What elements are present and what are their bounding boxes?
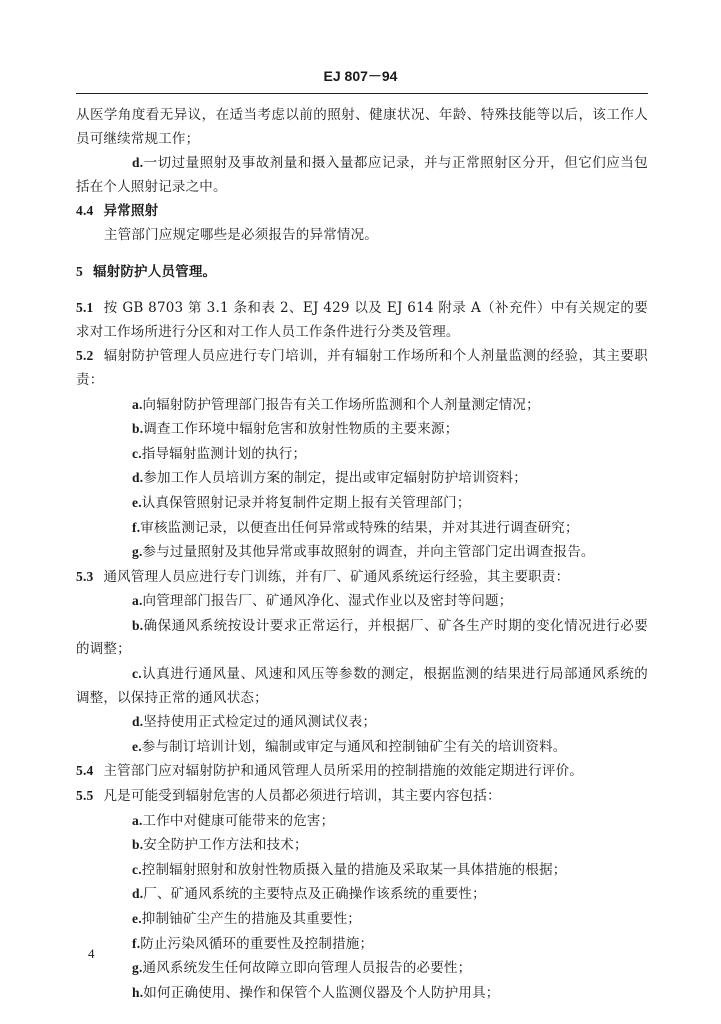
list-item <box>76 491 648 516</box>
item-label: d. <box>132 470 144 486</box>
item-label: d. <box>132 886 144 902</box>
item-text: 参加工作人员培训方案的制定，提出或审定辐射防护培训资料； <box>143 470 527 487</box>
section-number: 5.1 <box>76 300 94 316</box>
section-text: 主管部门应对辐射防护和通风管理人员所采用的控制措施的效能定期进行评价。 <box>103 763 583 780</box>
item-text: 向辐射防护管理部门报告有关工作场所监测和个人剂量测定情况； <box>142 396 540 413</box>
item-text: 坚持使用正式检定过的通风测试仪表； <box>143 714 377 731</box>
item-label: b. <box>132 617 144 633</box>
section-5-5-list <box>76 809 648 1006</box>
item-label: d. <box>132 155 144 171</box>
item-label: e. <box>132 911 142 926</box>
section-5-2-paragraph <box>76 344 648 392</box>
list-item <box>76 540 648 565</box>
item-text: 确保通风系统按设计要求正常运行，并根据厂、矿各生产时期的变化情况进行必要的调整； <box>76 617 648 658</box>
item-label: f. <box>132 935 141 951</box>
list-item <box>76 466 648 491</box>
section-5-5-paragraph <box>76 784 648 809</box>
list-item <box>76 735 648 760</box>
item-label: d. <box>132 714 144 730</box>
item-text: 如何正确使用、操作和保管个人监测仪器及个人防护用具； <box>143 984 500 1001</box>
item-text: 一切过量照射及事故剂量和摄入量都应记录，并与正常照射区分开，但它们应当包括在个人照射记录之中。 <box>76 155 648 195</box>
list-item <box>76 516 648 541</box>
item-label: a. <box>132 396 143 412</box>
item-label: a. <box>132 812 143 828</box>
section-4-4-heading <box>76 199 648 224</box>
item-text: 指导辐射监测计划的执行； <box>141 445 307 462</box>
item-text: 向管理部门报告厂、矿通风净化、湿式作业以及密封等问题； <box>142 593 513 610</box>
item-label: e. <box>132 738 142 754</box>
item-text: 认真保管照射记录并将复制件定期上报有关管理部门； <box>141 494 471 511</box>
section-5-3-paragraph <box>76 565 648 590</box>
item-text: 审核监测记录，以便查出任何异常或特殊的结果，并对其进行调查研究； <box>140 519 579 536</box>
item-label: b. <box>132 837 144 853</box>
list-item <box>76 442 648 467</box>
list-item <box>76 907 648 932</box>
continued-paragraph: 从医学角度看无异议，在适当考虑以前的照射、健康状况、年龄、特殊技能等以后，该工作人员可继续常规工作； <box>76 107 648 147</box>
section-text: 凡是可能受到辐射危害的人员都必须进行培训，其主要内容包括： <box>103 788 501 805</box>
list-item <box>76 662 648 710</box>
list-item <box>76 981 648 1006</box>
section-number: 5 <box>76 263 83 279</box>
item-label: a. <box>132 593 143 609</box>
list-item <box>76 956 648 981</box>
item-text: 参与过量照射及其他异常或事故照射的调查，并向主管部门定出调查报告。 <box>142 544 595 561</box>
item-d-paragraph <box>76 151 648 199</box>
section-number: 5.2 <box>76 348 94 364</box>
section-text: 通风管理人员应进行专门训练，并有厂、矿通风系统运行经验，其主要职责： <box>103 568 570 585</box>
section-number: 5.4 <box>76 763 94 779</box>
section-number: 4.4 <box>76 203 94 219</box>
page-number: 4 <box>88 946 95 961</box>
list-item <box>76 589 648 614</box>
section-text: 辐射防护管理人员应进行专门培训，并有辐射工作场所和个人剂量监测的经验，其主要职责： <box>76 348 648 388</box>
list-item <box>76 710 648 735</box>
item-label: c. <box>132 445 142 461</box>
item-label: b. <box>132 421 144 437</box>
item-text: 抑制铀矿尘产生的措施及其重要性； <box>141 911 361 927</box>
item-text: 工作中对健康可能带来的危害； <box>142 812 335 829</box>
section-text: 按 GB 8703 第 3.1 条和表 2、EJ 429 以及 EJ 614 附录 A（补充件）中有关规定的要求对工作场所进行分区和对工作人员工作条件进行分类及管理。 <box>76 300 648 340</box>
list-item <box>76 417 648 442</box>
list-item <box>76 393 648 418</box>
item-text: 调查工作环境中辐射危害和放射性物质的主要来源； <box>143 421 459 438</box>
item-text: 安全防护工作方法和技术； <box>143 837 308 854</box>
section-5-3-list <box>76 589 648 759</box>
item-label: g. <box>132 960 143 976</box>
list-item <box>76 833 648 858</box>
section-5-2-list <box>76 393 648 565</box>
item-text: 认真进行通风量、风速和风压等参数的测定，根据监测的结果进行局部通风系统的调整，以保持正常的通风状态； <box>76 666 648 706</box>
item-text: 控制辐射照射和放射性物质摄入量的措施及采取某一具体措施的根据； <box>141 861 567 878</box>
item-label: h. <box>132 984 144 1000</box>
list-item <box>76 858 648 883</box>
item-text: 防止污染风循环的重要性及控制措施； <box>140 935 374 952</box>
document-body <box>76 104 648 1005</box>
section-5-4-paragraph <box>76 759 648 784</box>
section-number: 5.3 <box>76 568 94 584</box>
section-4-4-text: 主管部门应规定哪些是必须报告的异常情况。 <box>104 226 378 243</box>
list-item <box>76 882 648 907</box>
list-item <box>76 809 648 834</box>
item-label: c. <box>132 861 142 877</box>
section-number: 5.5 <box>76 788 94 804</box>
item-label: c. <box>132 666 142 682</box>
section-title: 异常照射 <box>103 203 159 220</box>
section-5-1-paragraph <box>76 296 648 344</box>
header-rule <box>76 93 648 94</box>
item-label: g. <box>132 544 143 560</box>
section-title: 辐射防护人员管理。 <box>92 263 217 280</box>
list-item <box>76 614 648 662</box>
item-label: e. <box>132 494 142 510</box>
item-text: 参与制订培训计划，编制或审定与通风和控制铀矿尘有关的培训资料。 <box>141 738 567 755</box>
document-code-header: EJ 807－94 <box>323 68 398 84</box>
list-item <box>76 932 648 957</box>
item-text: 通风系统发生任何故障立即向管理人员报告的必要性； <box>142 960 472 977</box>
item-text: 厂、矿通风系统的主要特点及正确操作该系统的重要性； <box>143 886 486 903</box>
item-label: f. <box>132 519 141 535</box>
section-5-heading <box>76 260 648 285</box>
